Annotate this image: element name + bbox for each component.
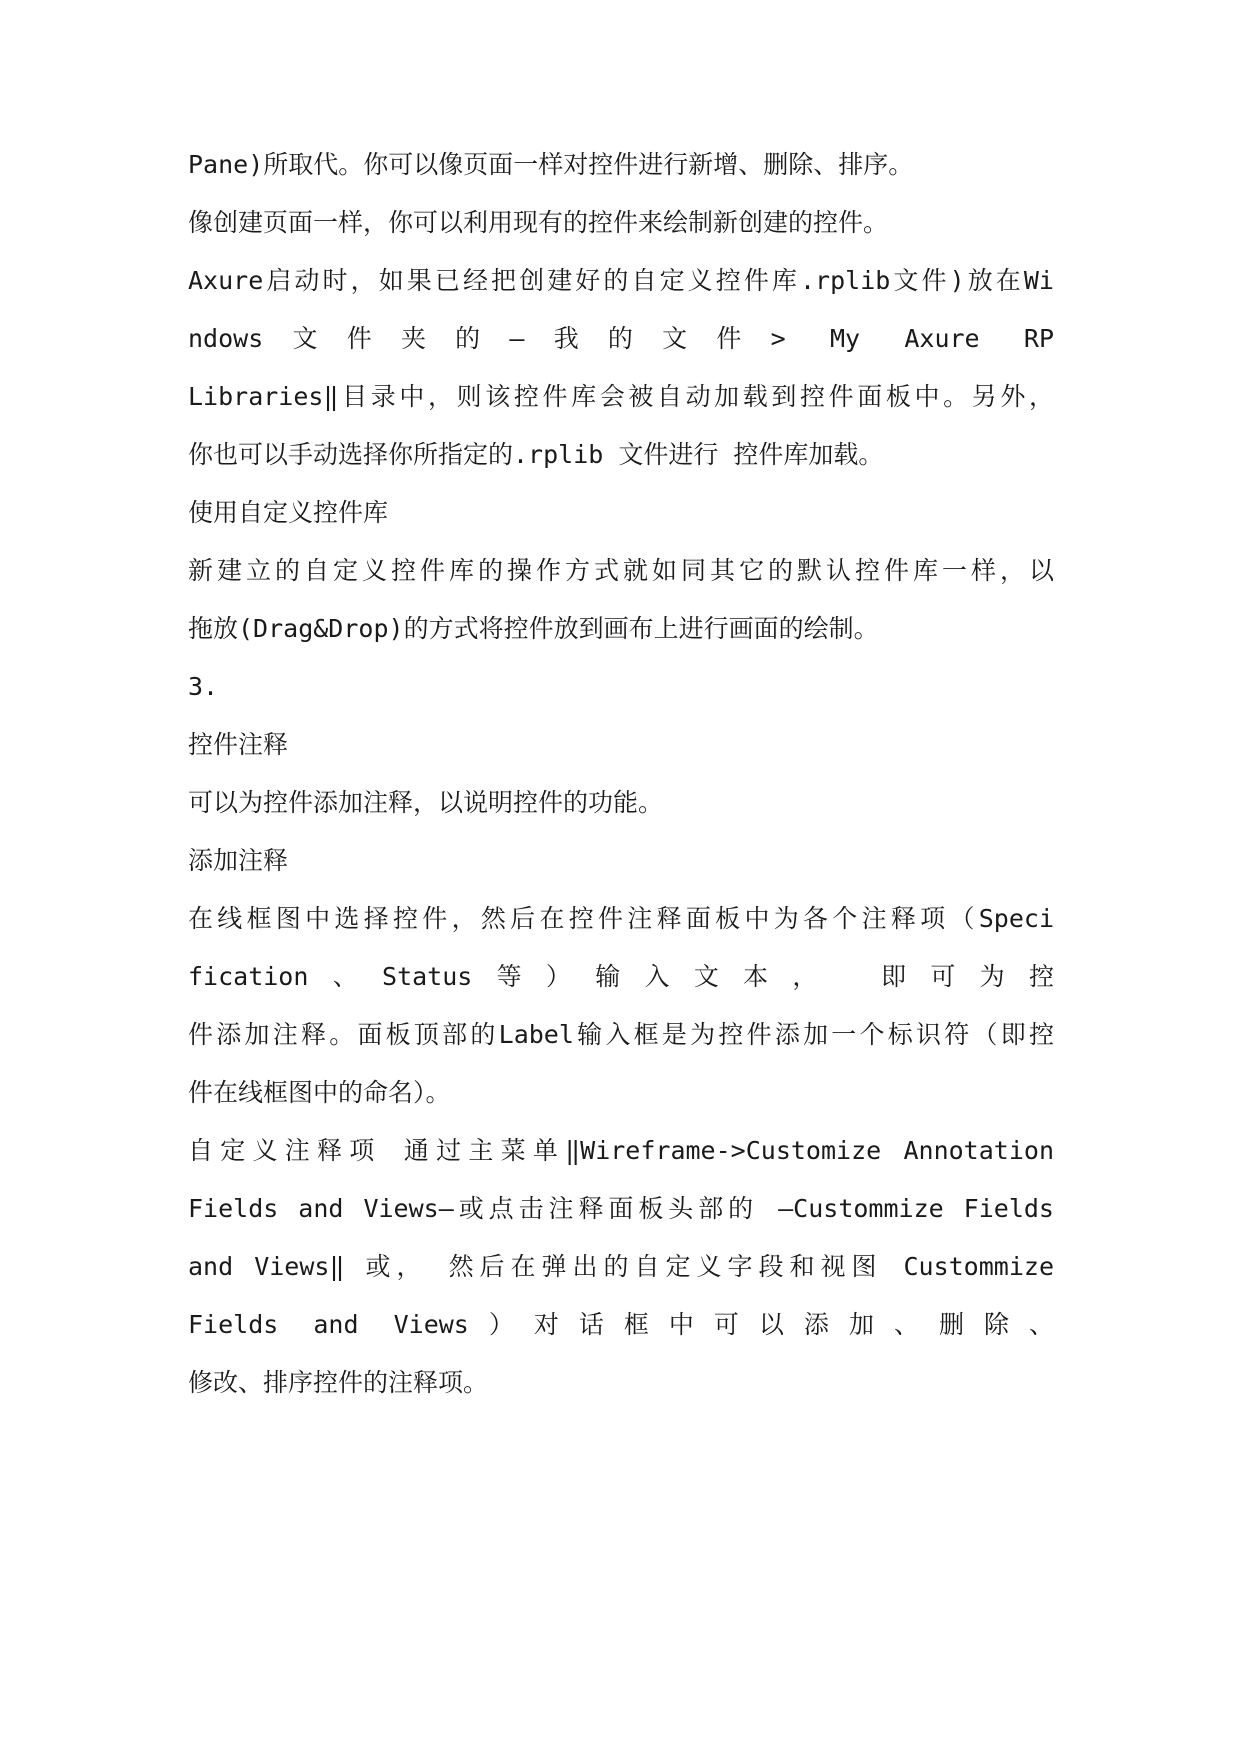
paragraph-line: 修改、排序控件的注释项。 xyxy=(188,1368,489,1397)
section-heading: 添加注释 xyxy=(188,846,289,875)
paragraph-line: 件添加注释。面板顶部的Label输入框是为控件添加一个标识符（即控 xyxy=(188,1020,1054,1049)
paragraph-line: 可以为控件添加注释，以说明控件的功能。 xyxy=(188,788,664,817)
paragraph-line: and Views‖ 或， 然后在弹出的自定义字段和视图 Custommize xyxy=(188,1252,1054,1281)
paragraph-line: Pane)所取代。你可以像页面一样对控件进行新增、删除、排序。 xyxy=(188,150,914,179)
paragraph-line: Libraries‖目录中，则该控件库会被自动加载到控件面板中。另外， xyxy=(188,382,1054,411)
paragraph-line: 拖放(Drag&Drop)的方式将控件放到画布上进行画面的绘制。 xyxy=(188,614,879,643)
paragraph-line: 像创建页面一样，你可以利用现有的控件来绘制新创建的控件。 xyxy=(188,208,889,237)
paragraph-line: Fields and Views—或点击注释面板头部的 —Custommize Fields xyxy=(188,1194,1054,1223)
paragraph-line: ndows文件夹的—我的文件> My Axure RP xyxy=(188,324,1054,353)
section-number: 3. xyxy=(188,672,219,701)
paragraph-line: fication、Status等）输入文本， 即可为控 xyxy=(188,962,1054,991)
paragraph-line: 件在线框图中的命名）。 xyxy=(188,1078,451,1107)
paragraph-line: Fields and Views）对话框中可以添加、删除、 xyxy=(188,1310,1054,1339)
paragraph-line: 自定义注释项 通过主菜单‖Wireframe->Customize Annotation xyxy=(188,1136,1054,1165)
paragraph-line: 新建立的自定义控件库的操作方式就如同其它的默认控件库一样，以 xyxy=(188,556,1054,585)
section-heading: 控件注释 xyxy=(188,730,289,759)
paragraph-line: Axure启动时，如果已经把创建好的自定义控件库.rplib文件)放在Wi xyxy=(188,266,1054,295)
paragraph-line: 在线框图中选择控件，然后在控件注释面板中为各个注释项（Speci xyxy=(188,904,1054,933)
paragraph-line: 你也可以手动选择你所指定的.rplib 文件进行 控件库加载。 xyxy=(188,440,884,469)
section-heading: 使用自定义控件库 xyxy=(188,498,389,527)
